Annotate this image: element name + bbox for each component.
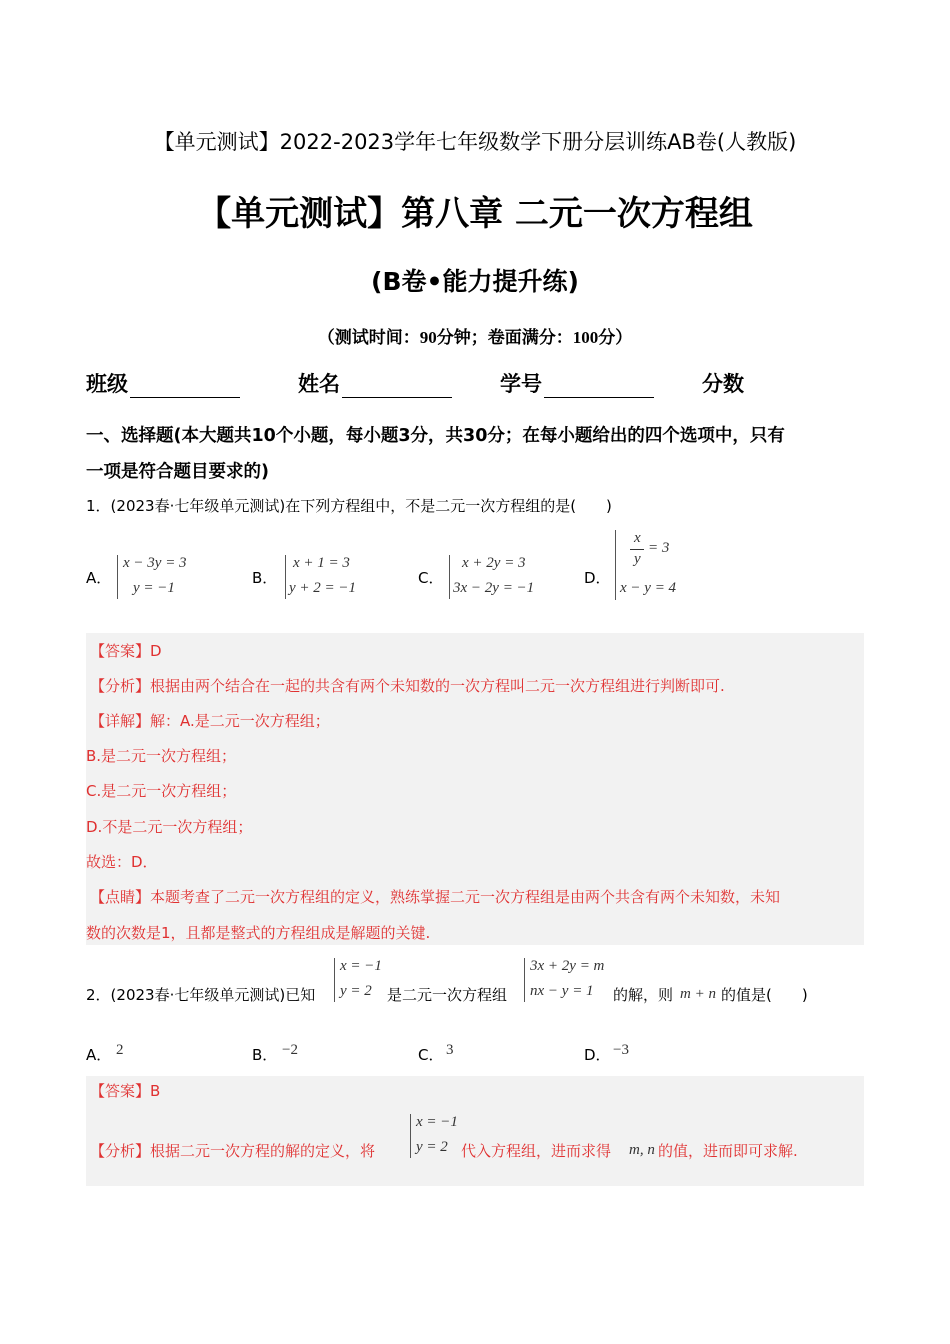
q2-system-eq2: nx − y = 1 — [530, 983, 594, 999]
number-field — [500, 368, 654, 398]
q2-stem-mid2: 的解，则 — [613, 986, 674, 1004]
q2-analysis-prefix: 根据二元一次方程的解的定义，将 — [150, 1142, 376, 1160]
q2-analysis-line — [90, 1140, 375, 1161]
q2-system-eq1: 3x + 2y = m — [530, 958, 605, 974]
q1-analysis-tag: 【分析】 — [90, 677, 151, 695]
q1-detail-d: D.不是二元一次方程组； — [86, 818, 253, 836]
q2-option-b-value: −2 — [282, 1042, 298, 1058]
q2-solution-eq2: y = 2 — [340, 983, 372, 999]
section-heading-line2: 一项是符合题目要求的) — [86, 462, 269, 482]
q1-detail-tag: 【详解】 — [90, 712, 151, 730]
q1-comment-tag: 【点睛】 — [90, 888, 151, 906]
q1-answer-value: D — [150, 642, 162, 660]
q1-stem: 1．(2023春·七年级单元测试)在下列方程组中，不是二元一次方程组的是( ) — [86, 497, 612, 515]
q2-analysis-eq2: y = 2 — [416, 1139, 448, 1155]
score-label: 分数 — [702, 372, 744, 396]
q1-option-b-brace — [285, 555, 286, 599]
name-field — [298, 368, 452, 398]
q1-answer-line — [90, 640, 162, 661]
q2-option-c-label: C． — [418, 1046, 444, 1064]
q1-comment-line2: 数的次数是1，且都是整式的方程组成是解题的关键. — [86, 924, 431, 942]
q2-analysis-suffix: 的值，进而即可求解. — [658, 1142, 798, 1160]
number-blank — [544, 377, 654, 398]
class-blank — [130, 377, 240, 398]
q2-analysis-vars: m, n — [629, 1142, 655, 1158]
q2-option-a-value: 2 — [116, 1042, 124, 1058]
q1-option-d-fraction-bar — [630, 549, 644, 550]
q2-answer-box — [86, 1076, 864, 1186]
page-title: 【单元测试】第八章 二元一次方程组 — [197, 194, 753, 234]
q1-option-b-eq1: x + 1 = 3 — [293, 555, 350, 571]
name-label: 姓名 — [298, 372, 340, 396]
q2-solution-eq1: x = −1 — [340, 958, 382, 974]
class-field — [86, 368, 240, 398]
q1-option-c-label: C． — [418, 569, 444, 587]
q2-analysis-tag: 【分析】 — [90, 1142, 151, 1160]
q1-option-c-eq1: x + 2y = 3 — [462, 555, 526, 571]
q2-analysis-eq1: x = −1 — [416, 1114, 458, 1130]
q2-system-brace — [524, 958, 525, 1002]
q1-detail-c: C.是二元一次方程组； — [86, 782, 237, 800]
q1-answer-box — [86, 633, 864, 945]
q1-option-d-eq2: x − y = 4 — [620, 580, 677, 596]
q1-conclusion: 故选：D． — [86, 853, 158, 871]
q1-comment-text1: 本题考查了二元一次方程组的定义，熟练掌握二元一次方程组是由两个共含有两个未知数，未知 — [150, 888, 781, 906]
q1-option-a-eq1: x − 3y = 3 — [123, 555, 187, 571]
q1-detail-b: B.是二元一次方程组； — [86, 747, 237, 765]
q2-option-d-label: D． — [584, 1046, 611, 1064]
q1-option-c-eq2: 3x − 2y = −1 — [453, 580, 535, 596]
section-heading-line1: 一、选择题(本大题共10个小题，每小题3分，共30分；在每小题给出的四个选项中，只有 — [86, 426, 785, 446]
q1-option-a-eq2: y = −1 — [133, 580, 175, 596]
q2-expr: m + n — [680, 986, 716, 1002]
q2-option-d-value: −3 — [613, 1042, 629, 1058]
class-label: 班级 — [86, 372, 128, 396]
q1-option-d-brace — [615, 530, 616, 600]
page-subtitle: (B卷•能力提升练) — [371, 267, 579, 296]
exam-info: （测试时间：90分钟；卷面满分：100分） — [317, 328, 633, 347]
q2-answer-value: B — [150, 1082, 161, 1100]
q2-stem-suffix: 的值是( ) — [721, 986, 808, 1004]
q1-option-a-label: A． — [86, 569, 112, 587]
q2-answer-line — [90, 1080, 160, 1101]
q2-analysis-brace — [410, 1114, 411, 1158]
q2-analysis-mid: 代入方程组，进而求得 — [461, 1142, 612, 1160]
q1-detail-text: 解：A.是二元一次方程组； — [150, 712, 330, 730]
q1-option-d-label: D． — [584, 569, 611, 587]
q1-analysis-text: 根据由两个结合在一起的共含有两个未知数的一次方程叫二元一次方程组进行判断即可. — [150, 677, 725, 695]
q1-analysis-line — [90, 675, 725, 696]
q2-stem-prefix: 2．(2023春·七年级单元测试)已知 — [86, 986, 316, 1004]
series-title: 【单元测试】2022-2023学年七年级数学下册分层训练AB卷(人教版) — [153, 130, 797, 154]
q2-option-c-value: 3 — [446, 1042, 454, 1058]
q1-comment-line1 — [90, 886, 780, 907]
q1-option-d-den: y — [634, 551, 641, 567]
q1-option-c-brace — [449, 555, 450, 599]
q1-option-b-label: B． — [252, 569, 278, 587]
q1-option-a-brace — [117, 555, 118, 599]
q1-detail-line — [90, 710, 330, 731]
q2-stem-mid: 是二元一次方程组 — [387, 986, 508, 1004]
q1-option-d-num: x — [634, 530, 641, 546]
q2-solution-brace — [334, 958, 335, 1002]
q2-option-b-label: B． — [252, 1046, 278, 1064]
q1-option-b-eq2: y + 2 = −1 — [289, 580, 357, 596]
q2-answer-tag: 【答案】 — [90, 1082, 151, 1100]
name-blank — [342, 377, 452, 398]
number-label: 学号 — [500, 372, 542, 396]
q1-option-d-eq1-rhs: = 3 — [648, 540, 670, 556]
q1-answer-tag: 【答案】 — [90, 642, 151, 660]
q2-option-a-label: A． — [86, 1046, 112, 1064]
